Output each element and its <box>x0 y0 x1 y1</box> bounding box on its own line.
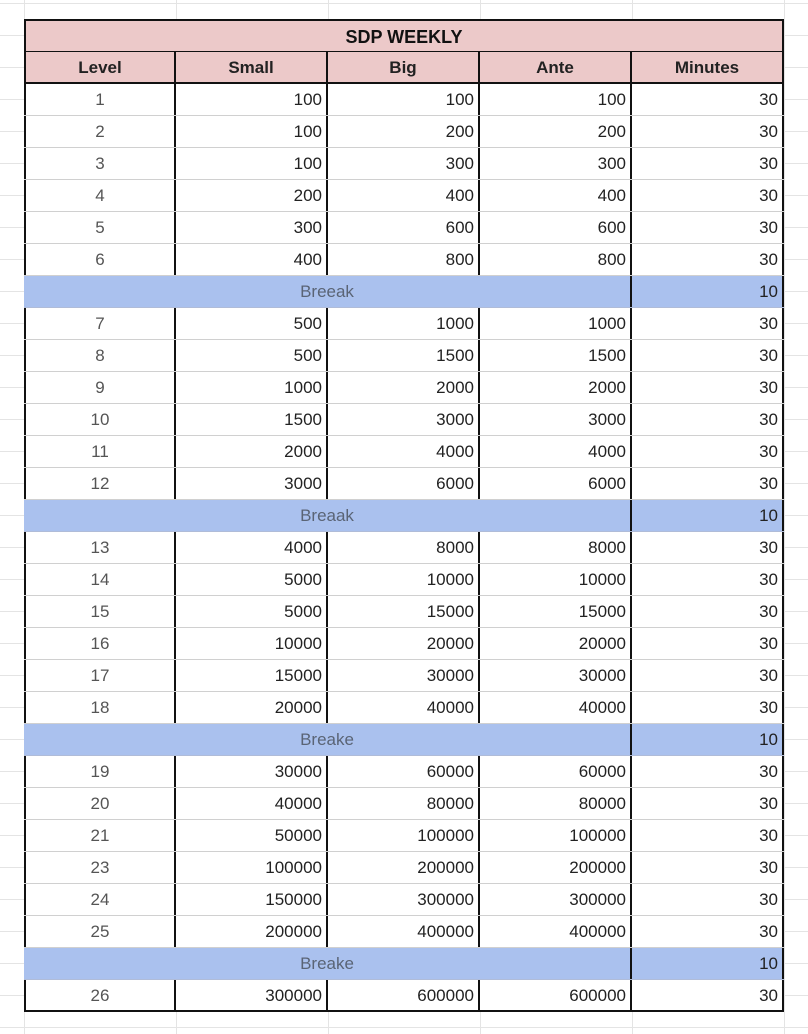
big-blind-cell[interactable]: 200 <box>328 116 480 147</box>
table-body <box>24 84 784 1012</box>
break-row <box>24 948 784 980</box>
level-cell[interactable]: 18 <box>24 692 176 723</box>
level-cell[interactable]: 13 <box>24 532 176 563</box>
level-cell[interactable]: 20 <box>24 788 176 819</box>
big-blind-cell[interactable]: 300 <box>328 148 480 179</box>
small-blind-cell[interactable]: 100 <box>176 84 328 115</box>
ante-cell[interactable]: 300 <box>480 148 632 179</box>
ante-cell[interactable]: 600 <box>480 212 632 243</box>
table-row <box>24 628 784 660</box>
small-blind-cell[interactable]: 20000 <box>176 692 328 723</box>
ante-cell[interactable]: 600000 <box>480 980 632 1011</box>
header-big[interactable]: Big <box>328 52 480 83</box>
small-blind-cell[interactable]: 4000 <box>176 532 328 563</box>
small-blind-cell[interactable]: 100 <box>176 116 328 147</box>
ante-cell[interactable]: 200000 <box>480 852 632 883</box>
small-blind-cell[interactable]: 500 <box>176 340 328 371</box>
level-cell[interactable]: 7 <box>24 308 176 339</box>
small-blind-cell[interactable]: 15000 <box>176 660 328 691</box>
small-blind-cell[interactable]: 2000 <box>176 436 328 467</box>
big-blind-cell[interactable]: 1500 <box>328 340 480 371</box>
small-blind-cell[interactable]: 1000 <box>176 372 328 403</box>
table-row <box>24 84 784 116</box>
big-blind-cell[interactable]: 20000 <box>328 628 480 659</box>
table-row <box>24 596 784 628</box>
ante-cell[interactable]: 2000 <box>480 372 632 403</box>
ante-cell[interactable]: 30000 <box>480 660 632 691</box>
table-row <box>24 852 784 884</box>
small-blind-cell[interactable]: 1500 <box>176 404 328 435</box>
ante-cell[interactable]: 8000 <box>480 532 632 563</box>
big-blind-cell[interactable]: 400000 <box>328 916 480 947</box>
table-row <box>24 564 784 596</box>
ante-cell[interactable]: 1500 <box>480 340 632 371</box>
big-blind-cell[interactable]: 40000 <box>328 692 480 723</box>
big-blind-cell[interactable]: 10000 <box>328 564 480 595</box>
level-cell[interactable]: 17 <box>24 660 176 691</box>
level-cell[interactable]: 4 <box>24 180 176 211</box>
level-cell[interactable]: 9 <box>24 372 176 403</box>
minutes-cell[interactable]: 30 <box>632 596 784 627</box>
big-blind-cell[interactable]: 800 <box>328 244 480 275</box>
big-blind-cell[interactable]: 6000 <box>328 468 480 499</box>
small-blind-cell[interactable]: 5000 <box>176 596 328 627</box>
small-blind-cell[interactable]: 100000 <box>176 852 328 883</box>
minutes-cell[interactable]: 30 <box>632 308 784 339</box>
level-cell[interactable]: 10 <box>24 404 176 435</box>
header-row <box>24 52 784 84</box>
ante-cell[interactable]: 3000 <box>480 404 632 435</box>
table-title[interactable]: SDP WEEKLY <box>24 19 784 52</box>
break-label-cell[interactable]: Breake <box>24 724 632 755</box>
ante-cell[interactable]: 1000 <box>480 308 632 339</box>
break-minutes-cell[interactable]: 10 <box>632 276 784 307</box>
ante-cell[interactable]: 80000 <box>480 788 632 819</box>
level-cell[interactable]: 16 <box>24 628 176 659</box>
level-cell[interactable]: 6 <box>24 244 176 275</box>
ante-cell[interactable]: 15000 <box>480 596 632 627</box>
ante-cell[interactable]: 300000 <box>480 884 632 915</box>
level-cell[interactable]: 21 <box>24 820 176 851</box>
table-row <box>24 692 784 724</box>
table-row <box>24 916 784 948</box>
break-label-cell[interactable]: Breeak <box>24 276 632 307</box>
minutes-cell[interactable]: 30 <box>632 372 784 403</box>
ante-cell[interactable]: 800 <box>480 244 632 275</box>
table-row <box>24 340 784 372</box>
level-cell[interactable]: 11 <box>24 436 176 467</box>
break-minutes-cell[interactable]: 10 <box>632 724 784 755</box>
small-blind-cell[interactable]: 500 <box>176 308 328 339</box>
small-blind-cell[interactable]: 300 <box>176 212 328 243</box>
table-row <box>24 884 784 916</box>
big-blind-cell[interactable]: 600 <box>328 212 480 243</box>
big-blind-cell[interactable]: 8000 <box>328 532 480 563</box>
big-blind-cell[interactable]: 600000 <box>328 980 480 1011</box>
minutes-cell[interactable]: 30 <box>632 244 784 275</box>
small-blind-cell[interactable]: 40000 <box>176 788 328 819</box>
break-row <box>24 276 784 308</box>
level-cell[interactable]: 14 <box>24 564 176 595</box>
big-blind-cell[interactable]: 400 <box>328 180 480 211</box>
table-row <box>24 212 784 244</box>
small-blind-cell[interactable]: 5000 <box>176 564 328 595</box>
minutes-cell[interactable]: 30 <box>632 212 784 243</box>
big-blind-cell[interactable]: 2000 <box>328 372 480 403</box>
header-ante[interactable]: Ante <box>480 52 632 83</box>
ante-cell[interactable]: 6000 <box>480 468 632 499</box>
minutes-cell[interactable]: 30 <box>632 340 784 371</box>
table-row <box>24 244 784 276</box>
small-blind-cell[interactable]: 200 <box>176 180 328 211</box>
big-blind-cell[interactable]: 80000 <box>328 788 480 819</box>
header-small[interactable]: Small <box>176 52 328 83</box>
level-cell[interactable]: 24 <box>24 884 176 915</box>
minutes-cell[interactable]: 30 <box>632 660 784 691</box>
blind-structure-table <box>24 19 784 1012</box>
big-blind-cell[interactable]: 60000 <box>328 756 480 787</box>
break-row <box>24 724 784 756</box>
level-cell[interactable]: 23 <box>24 852 176 883</box>
table-row <box>24 660 784 692</box>
table-row <box>24 468 784 500</box>
big-blind-cell[interactable]: 100000 <box>328 820 480 851</box>
level-cell[interactable]: 25 <box>24 916 176 947</box>
table-row <box>24 436 784 468</box>
break-minutes-cell[interactable]: 10 <box>632 500 784 531</box>
ante-cell[interactable]: 400000 <box>480 916 632 947</box>
table-row <box>24 820 784 852</box>
table-row <box>24 980 784 1012</box>
level-cell[interactable]: 26 <box>24 980 176 1011</box>
table-row <box>24 532 784 564</box>
small-blind-cell[interactable]: 3000 <box>176 468 328 499</box>
minutes-cell[interactable]: 30 <box>632 980 784 1011</box>
minutes-cell[interactable]: 30 <box>632 820 784 851</box>
level-cell[interactable]: 19 <box>24 756 176 787</box>
minutes-cell[interactable]: 30 <box>632 468 784 499</box>
small-blind-cell[interactable]: 200000 <box>176 916 328 947</box>
table-row <box>24 308 784 340</box>
level-cell[interactable]: 2 <box>24 116 176 147</box>
level-cell[interactable]: 15 <box>24 596 176 627</box>
minutes-cell[interactable]: 30 <box>632 564 784 595</box>
big-blind-cell[interactable]: 30000 <box>328 660 480 691</box>
table-row <box>24 404 784 436</box>
small-blind-cell[interactable]: 300000 <box>176 980 328 1011</box>
minutes-cell[interactable]: 30 <box>632 628 784 659</box>
break-row <box>24 500 784 532</box>
small-blind-cell[interactable]: 400 <box>176 244 328 275</box>
break-label-cell[interactable]: Breake <box>24 948 632 979</box>
ante-cell[interactable]: 100 <box>480 84 632 115</box>
minutes-cell[interactable]: 30 <box>632 148 784 179</box>
minutes-cell[interactable]: 30 <box>632 884 784 915</box>
minutes-cell[interactable]: 30 <box>632 436 784 467</box>
minutes-cell[interactable]: 30 <box>632 788 784 819</box>
big-blind-cell[interactable]: 1000 <box>328 308 480 339</box>
table-row <box>24 180 784 212</box>
level-cell[interactable]: 5 <box>24 212 176 243</box>
minutes-cell[interactable]: 30 <box>632 852 784 883</box>
small-blind-cell[interactable]: 100 <box>176 148 328 179</box>
ante-cell[interactable]: 200 <box>480 116 632 147</box>
ante-cell[interactable]: 20000 <box>480 628 632 659</box>
ante-cell[interactable]: 100000 <box>480 820 632 851</box>
big-blind-cell[interactable]: 4000 <box>328 436 480 467</box>
level-cell[interactable]: 8 <box>24 340 176 371</box>
table-row <box>24 788 784 820</box>
ante-cell[interactable]: 400 <box>480 180 632 211</box>
minutes-cell[interactable]: 30 <box>632 116 784 147</box>
big-blind-cell[interactable]: 3000 <box>328 404 480 435</box>
minutes-cell[interactable]: 30 <box>632 692 784 723</box>
break-minutes-cell[interactable]: 10 <box>632 948 784 979</box>
big-blind-cell[interactable]: 100 <box>328 84 480 115</box>
header-level[interactable]: Level <box>24 52 176 83</box>
table-row <box>24 372 784 404</box>
ante-cell[interactable]: 40000 <box>480 692 632 723</box>
minutes-cell[interactable]: 30 <box>632 756 784 787</box>
minutes-cell[interactable]: 30 <box>632 916 784 947</box>
small-blind-cell[interactable]: 50000 <box>176 820 328 851</box>
minutes-cell[interactable]: 30 <box>632 180 784 211</box>
ante-cell[interactable]: 10000 <box>480 564 632 595</box>
small-blind-cell[interactable]: 10000 <box>176 628 328 659</box>
minutes-cell[interactable]: 30 <box>632 404 784 435</box>
table-row <box>24 756 784 788</box>
table-row <box>24 148 784 180</box>
level-cell[interactable]: 1 <box>24 84 176 115</box>
minutes-cell[interactable]: 30 <box>632 532 784 563</box>
header-minutes[interactable]: Minutes <box>632 52 784 83</box>
big-blind-cell[interactable]: 200000 <box>328 852 480 883</box>
minutes-cell[interactable]: 30 <box>632 84 784 115</box>
big-blind-cell[interactable]: 15000 <box>328 596 480 627</box>
level-cell[interactable]: 12 <box>24 468 176 499</box>
level-cell[interactable]: 3 <box>24 148 176 179</box>
ante-cell[interactable]: 4000 <box>480 436 632 467</box>
big-blind-cell[interactable]: 300000 <box>328 884 480 915</box>
ante-cell[interactable]: 60000 <box>480 756 632 787</box>
table-row <box>24 116 784 148</box>
small-blind-cell[interactable]: 150000 <box>176 884 328 915</box>
break-label-cell[interactable]: Breaak <box>24 500 632 531</box>
small-blind-cell[interactable]: 30000 <box>176 756 328 787</box>
